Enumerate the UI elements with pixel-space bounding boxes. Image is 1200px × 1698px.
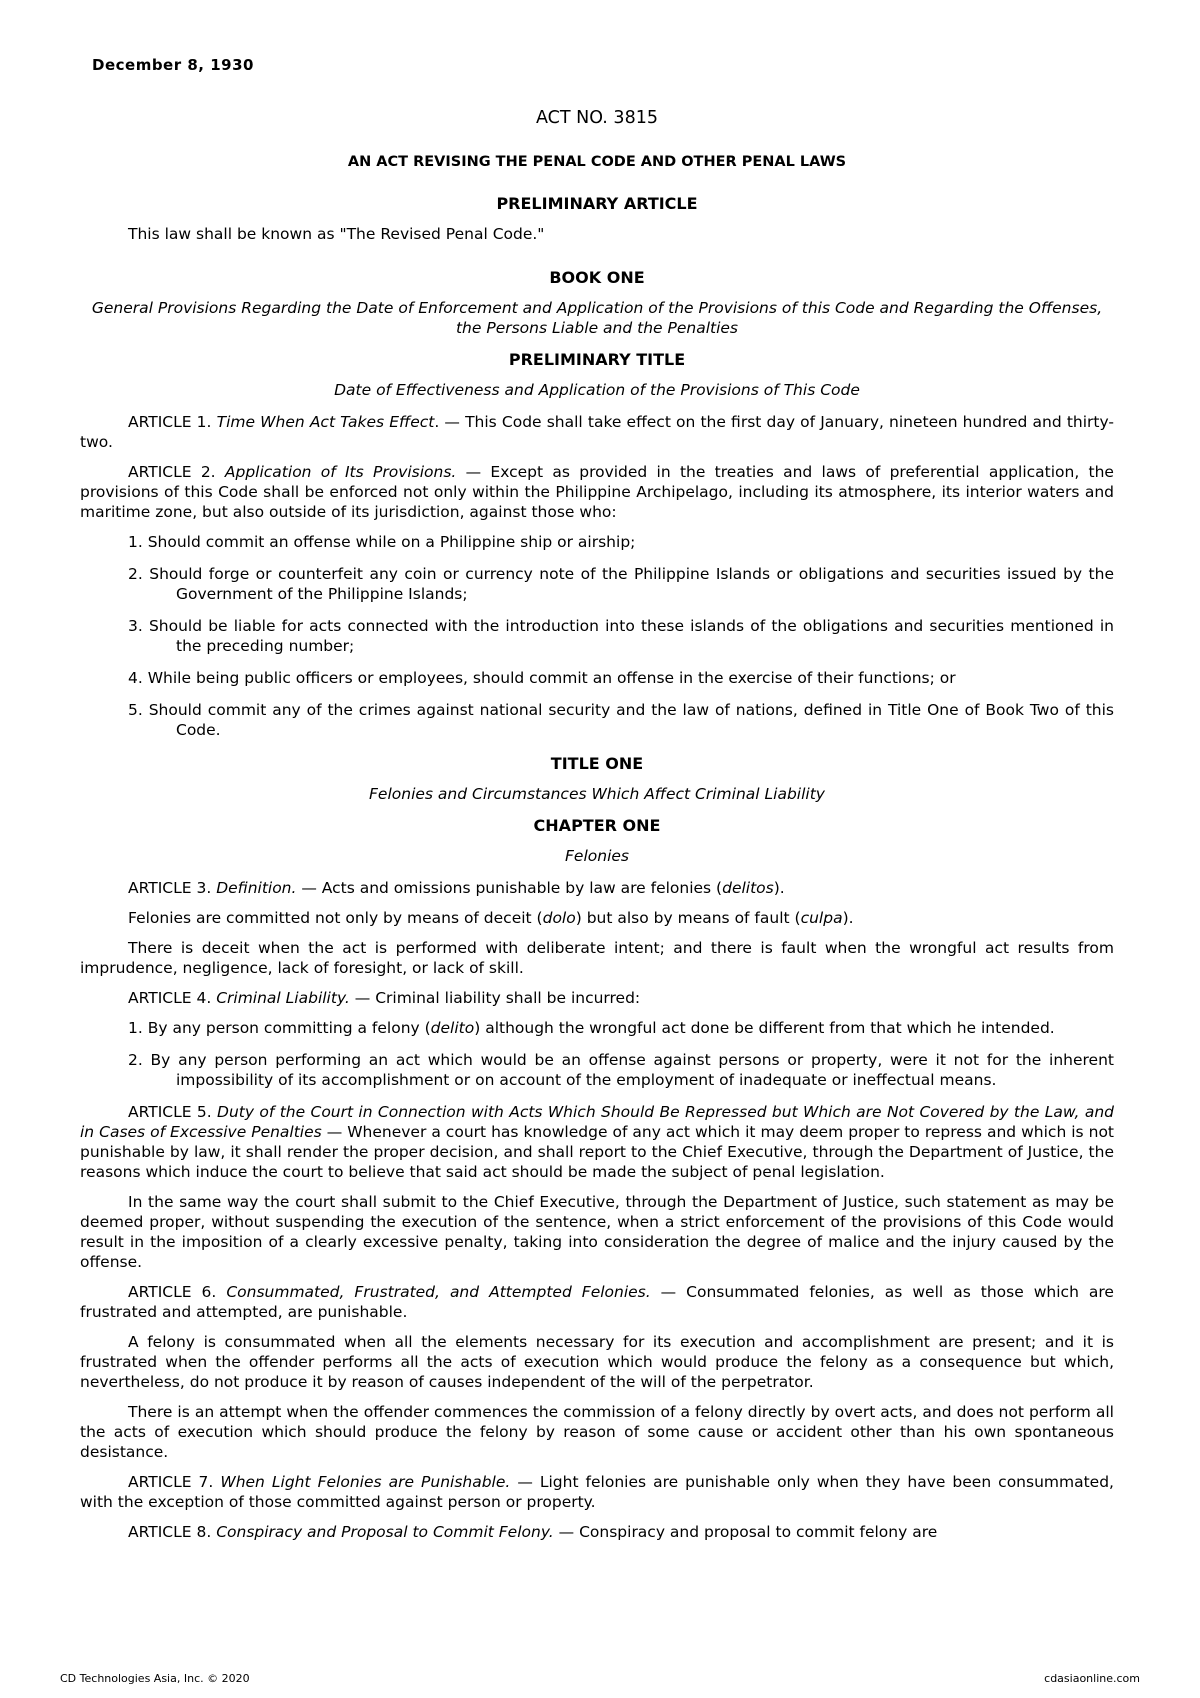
article-6-label: ARTICLE 6. (128, 1283, 217, 1301)
article-4-list (80, 1018, 1114, 1090)
article-5-label: ARTICLE 5. (128, 1103, 212, 1121)
article-8-label: ARTICLE 8. (128, 1523, 212, 1541)
list-item-text: 1. By any person committing a felony ( (128, 1019, 431, 1037)
footer-website: cdasiaonline.com (1044, 1672, 1140, 1685)
article-3-term-culpa: culpa (800, 909, 843, 927)
article-4-label: ARTICLE 4. (128, 989, 212, 1007)
article-1-label: ARTICLE 1. (128, 413, 212, 431)
article-3-p2-text-mid: ) but also by means of fault ( (575, 909, 801, 927)
article-2-list (80, 532, 1114, 740)
article-1-text: . — This Code shall take effect on the first day of January, nineteen hundred and thirty-two. (80, 413, 1114, 451)
article-8-text: — Conspiracy and proposal to commit felony are (553, 1523, 938, 1541)
preliminary-title-subtitle: Date of Effectiveness and Application of the Provisions of This Code (334, 381, 860, 399)
article-4 (80, 988, 1114, 1008)
list-item: 2. By any person performing an act which would be an offense against persons or property, were it not for the inherent impossibility of its accomplishment or on account of the employment of inadequate or ineffectual means. (128, 1051, 1114, 1089)
act-number: ACT NO. 3815 (536, 108, 658, 128)
list-item-term: delito (430, 1019, 475, 1037)
article-3-text: — Acts and omissions punishable by law are felonies ( (296, 879, 723, 897)
chapter-one-heading: CHAPTER ONE (533, 816, 661, 835)
document-date: December 8, 1930 (92, 56, 254, 74)
article-2-text: — Except as provided in the treaties and laws of preferential application, the provisions of this Code shall be enforced not only within the Philippine Archipelago, including its atmosphere, its interior waters and maritime zone, but also outside of its jurisdiction, against those who: (80, 463, 1114, 521)
list-item-text-end: ) although the wrongful act done be different from that which he intended. (474, 1019, 1055, 1037)
article-5-title: Duty of the Court in Connection with Acts Which Should Be Repressed but Which are Not Covered by the Law, and in Cases of Excessive Penalties (80, 1103, 1114, 1141)
article-7-label: ARTICLE 7. (128, 1473, 214, 1491)
book-one-subtitle: General Provisions Regarding the Date of Enforcement and Application of the Provisions of this Code and Regarding the Offenses, the Persons Liable and the Penalties (91, 299, 1103, 337)
article-3-label: ARTICLE 3. (128, 879, 212, 897)
article-3-paragraph-3: There is deceit when the act is performed with deliberate intent; and there is fault when the wrongful act results from imprudence, negligence, lack of foresight, or lack of skill. (80, 939, 1114, 977)
list-item (128, 1018, 1114, 1038)
article-3-p2-text: Felonies are committed not only by means of deceit ( (128, 909, 543, 927)
chapter-one-subtitle: Felonies (565, 847, 629, 865)
article-3-text-end: ). (773, 879, 785, 897)
article-3 (80, 878, 1114, 898)
footer-copyright: CD Technologies Asia, Inc. © 2020 (60, 1672, 250, 1685)
article-6-paragraph-3: There is an attempt when the offender commences the commission of a felony directly by overt acts, and does not perform all the acts of execution which should produce the felony by reason of some cause or accident other than his own spontaneous desistance. (80, 1403, 1114, 1461)
title-one-heading: TITLE ONE (550, 754, 644, 773)
article-3-term-dolo: dolo (542, 909, 576, 927)
article-2 (80, 462, 1114, 522)
article-6-paragraph-2: A felony is consummated when all the elements necessary for its execution and accomplishment are present; and it is frustrated when the offender performs all the acts of execution which would produce the felony as a consequence but which, nevertheless, do not produce it by reason of causes independent of the will of the perpetrator. (80, 1333, 1114, 1391)
preliminary-article-heading: PRELIMINARY ARTICLE (496, 194, 698, 213)
article-2-title: Application of Its Provisions. (224, 463, 457, 481)
article-7-text: — Light felonies are punishable only when they have been consummated, with the exception of those committed against person or property. (80, 1473, 1114, 1511)
title-one-subtitle: Felonies and Circumstances Which Affect Criminal Liability (369, 785, 825, 803)
article-3-paragraph-2 (80, 908, 1114, 928)
act-title: AN ACT REVISING THE PENAL CODE AND OTHER PENAL LAWS (347, 154, 847, 170)
article-5-text: — Whenever a court has knowledge of any act which it may deem proper to repress and which is not punishable by law, it shall render the proper decision, and shall report to the Chief Executive, through the Department of Justice, the reasons which induce the court to believe that said act should be made the subject of penal legislation. (80, 1123, 1115, 1181)
list-item: 3. Should be liable for acts connected with the introduction into these islands of the obligations and securities mentioned in the preceding number; (128, 617, 1114, 655)
article-1-title: Time When Act Takes Effect (216, 413, 435, 431)
article-5 (80, 1102, 1114, 1182)
article-4-text: — Criminal liability shall be incurred: (349, 989, 641, 1007)
list-item: 4. While being public officers or employees, should commit an offense in the exercise of their functions; or (128, 669, 956, 687)
article-8-title: Conspiracy and Proposal to Commit Felony. (216, 1523, 554, 1541)
article-1 (80, 412, 1114, 452)
article-2-label: ARTICLE 2. (128, 463, 216, 481)
article-7 (80, 1472, 1114, 1512)
preliminary-article-text: This law shall be known as "The Revised Penal Code." (128, 225, 545, 243)
article-3-term: delitos (722, 879, 774, 897)
preliminary-title-heading: PRELIMINARY TITLE (508, 350, 686, 369)
document-body (80, 108, 1114, 1552)
article-3-p2-text-end: ). (842, 909, 854, 927)
article-3-title: Definition. (216, 879, 297, 897)
book-one-heading: BOOK ONE (549, 268, 645, 287)
article-6-title: Consummated, Frustrated, and Attempted Felonies. (226, 1283, 651, 1301)
article-6 (80, 1282, 1114, 1322)
article-4-title: Criminal Liability. (216, 989, 350, 1007)
article-7-title: When Light Felonies are Punishable. (220, 1473, 511, 1491)
article-8 (80, 1522, 1114, 1542)
list-item: 5. Should commit any of the crimes against national security and the law of nations, defined in Title One of Book Two of this Code. (128, 701, 1114, 739)
article-6-text: — Consummated felonies, as well as those which are frustrated and attempted, are punishable. (80, 1283, 1114, 1321)
list-item: 1. Should commit an offense while on a Philippine ship or airship; (128, 533, 636, 551)
article-5-paragraph-2: In the same way the court shall submit to the Chief Executive, through the Department of Justice, such statement as may be deemed proper, without suspending the execution of the sentence, when a strict enforcement of the provisions of this Code would result in the imposition of a clearly excessive penalty, taking into consideration the degree of malice and the injury caused by the offense. (80, 1193, 1114, 1271)
list-item: 2. Should forge or counterfeit any coin or currency note of the Philippine Islands or obligations and securities issued by the Government of the Philippine Islands; (128, 565, 1114, 603)
